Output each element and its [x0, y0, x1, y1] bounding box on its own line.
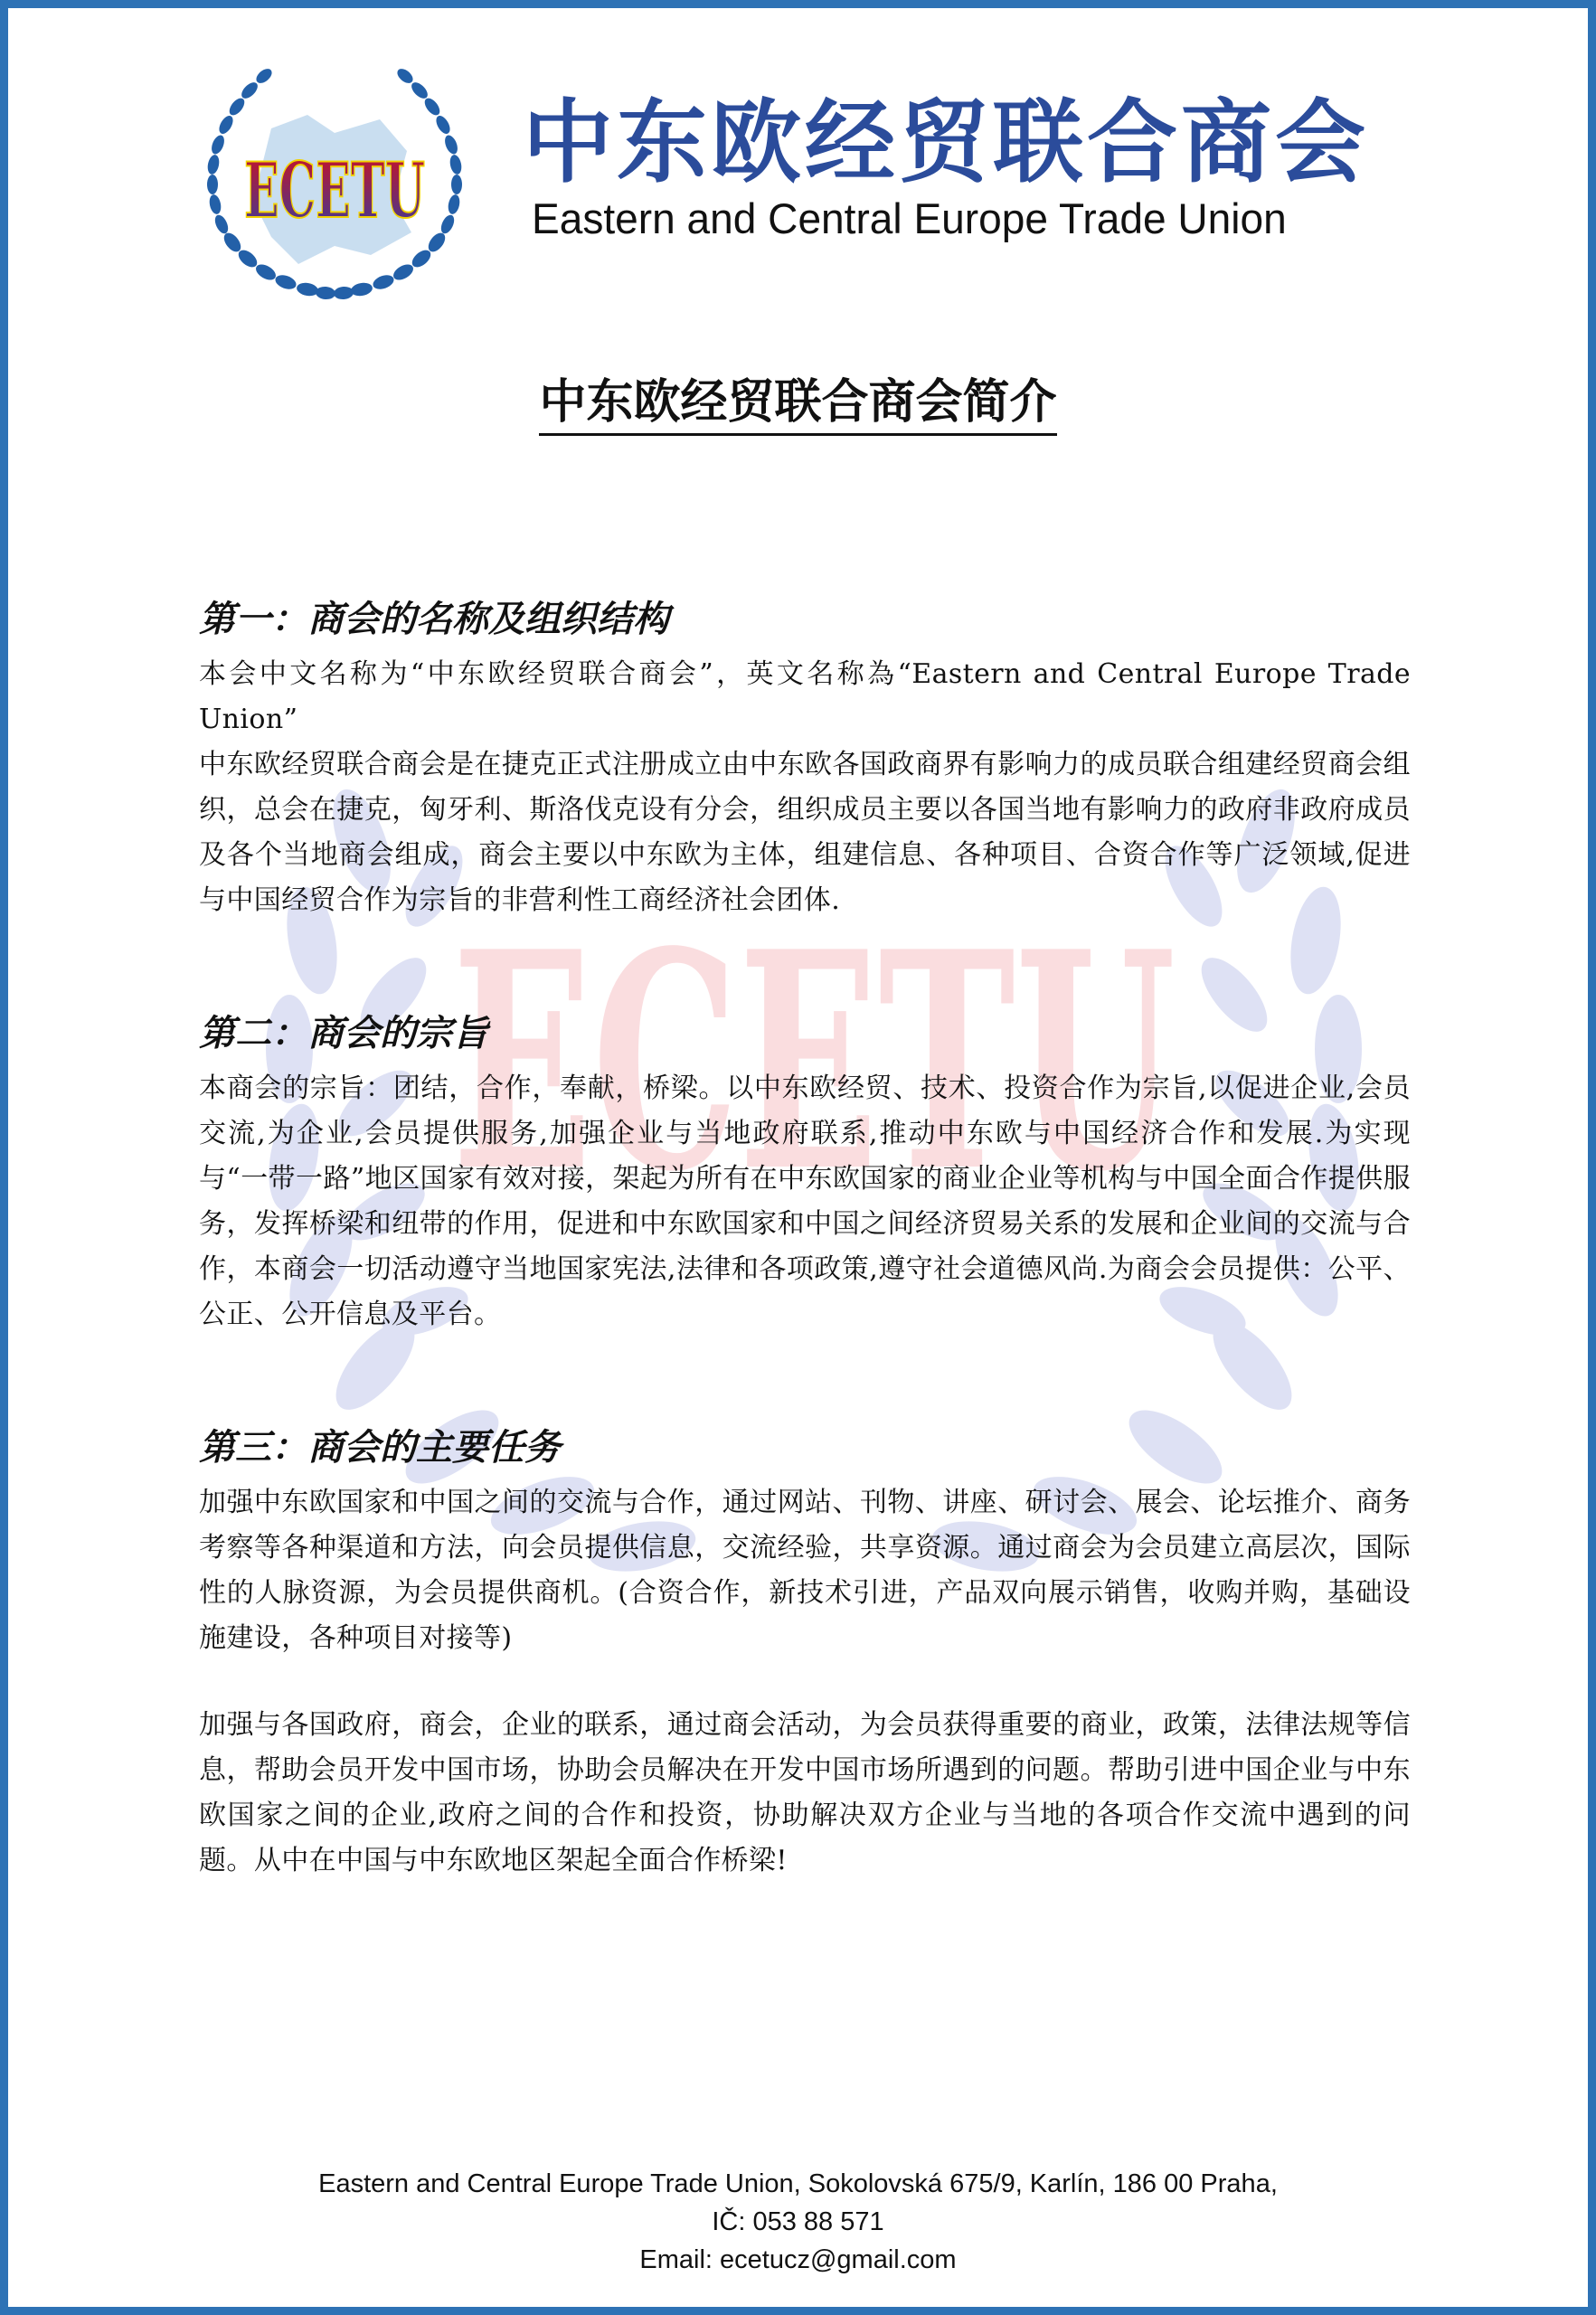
paragraph: 本商会的宗旨：团结，合作，奉献，桥梁。以中东欧经贸、技术、投资合作为宗旨,以促进企业,会员交流,为企业,会员提供服务,加强企业与当地政府联系,推动中东欧与中国经济合作和发展.为实现与“一带一路”地区国家有效对接，架起为所有在中东欧国家的商业企业等机构与中国全面合作提供服务，发挥桥梁和纽带的作用，促进和中东欧国家和中国之间经济贸易关系的发展和企业间的交流与合作，本商会一切活动遵守当地国家宪法,法律和各项政策,遵守社会道德风尚.为商会会员提供：公平、公正、公开信息及平台。 — [199, 1072, 1411, 1330]
footer-address: Eastern and Central Europe Trade Union, Sokolovská 675/9, Karlín, 186 00 Praha, — [318, 2169, 1278, 2198]
document-body — [199, 592, 1411, 1884]
paragraph: 本会中文名称为“中东欧经贸联合商会”，英文名称為“Eastern and Central Europe Trade Union” — [199, 658, 1411, 735]
brand-name-cn: 中东欧经贸联合商会 — [523, 90, 1369, 195]
footer-email[interactable]: Email: ecetucz@gmail.com — [639, 2245, 957, 2274]
section-organization — [199, 592, 1411, 923]
section-heading: 第一：商会的名称及组织结构 — [199, 599, 669, 640]
footer — [0, 2165, 1596, 2279]
logo-text: ECETU — [244, 146, 425, 235]
brand-name-en: Eastern and Central Europe Trade Union — [532, 194, 1287, 242]
document-title-text: 中东欧经贸联合商会简介 — [539, 374, 1056, 436]
section-heading: 第三：商会的主要任务 — [199, 1427, 561, 1469]
footer-ic: IČ: 053 88 571 — [712, 2207, 884, 2236]
ecetu-logo — [199, 65, 470, 309]
section-tasks — [199, 1421, 1411, 1884]
paragraph: 加强中东欧国家和中国之间的交流与合作，通过网站、刊物、讲座、研讨会、展会、论坛推介、商务考察等各种渠道和方法，向会员提供信息，交流经验，共享资源。通过商会为会员建立高层次，国际性的人脉资源，为会员提供商机。(合资合作，新技术引进，产品双向展示销售，收购并购，基础设施建设，各种项目对接等) — [199, 1487, 1411, 1654]
watermark-text: ECETU — [452, 886, 1176, 1237]
paragraph: 加强与各国政府，商会，企业的联系，通过商会活动，为会员获得重要的商业，政策，法律法规等信息，帮助会员开发中国市场，协助会员解决在开发中国市场所遇到的问题。帮助引进中国企业与中东欧国家之间的企业,政府之间的合作和投资，协助解决双方企业与当地的各项合作交流中遇到的问题。从中在中国与中东欧地区架起全面合作桥梁! — [199, 1709, 1411, 1876]
section-heading: 第二：商会的宗旨 — [199, 1013, 488, 1054]
section-purpose — [199, 1006, 1411, 1337]
document-title — [0, 364, 1596, 431]
paragraph: 中东欧经贸联合商会是在捷克正式注册成立由中东欧各国政商界有影响力的成员联合组建经贸商会组织，总会在捷克，匈牙利、斯洛伐克设有分会，组织成员主要以各国当地有影响力的政府非政府成员及各个当地商会组成，商会主要以中东欧为主体，组建信息、各种项目、合资合作等广泛领域,促进与中国经贸合作为宗旨的非营利性工商经济社会团体. — [199, 749, 1411, 916]
